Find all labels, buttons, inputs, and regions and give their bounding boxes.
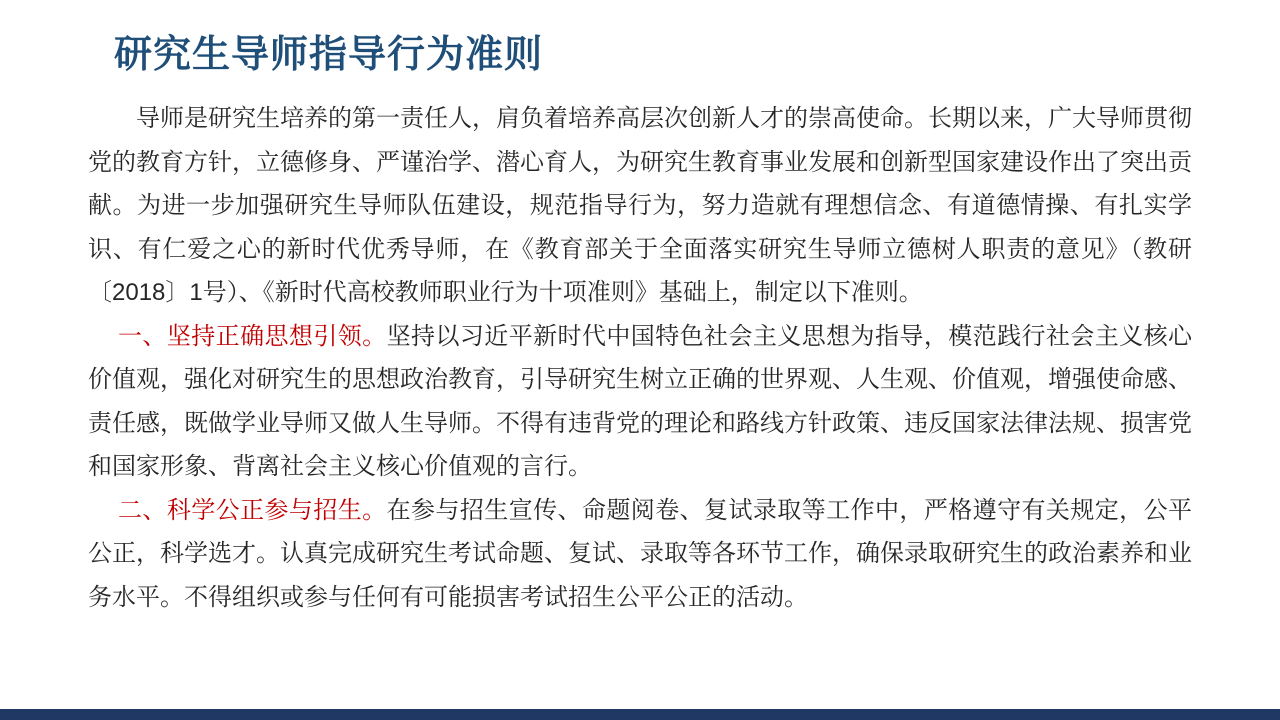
rule-1-heading: 一、坚持正确思想引领。 <box>118 322 387 350</box>
page-title: 研究生导师指导行为准则 <box>114 34 544 76</box>
rule-1-body: 坚持以习近平新时代中国特色社会主义思想为指导，模范践行社会主义核心价值观，强化对研究生的思想政治教育，引导研究生树立正确的世界观、人生观、价值观，增强使命感、责任感，既做学业导师又做人生导师。不得有违背党的理论和路线方针政策、违反国家法律法规、损害党和国家形象、背离社会主义核心价值观的言行。 <box>88 322 1193 480</box>
footer-accent-bar <box>0 709 1280 720</box>
rule-2-heading: 二、科学公正参与招生。 <box>118 496 387 524</box>
intro-paragraph: 导师是研究生培养的第一责任人，肩负着培养高层次创新人才的崇高使命。长期以来，广大导师贯彻党的教育方针，立德修身、严谨治学、潜心育人，为研究生教育事业发展和创新型国家建设作出了突出贡献。为进一步加强研究生导师队伍建设，规范指导行为，努力造就有理想信念、有道德情操、有扎实学识、有仁爱之心的新时代优秀导师，在《教育部关于全面落实研究生导师立德树人职责的意见》（教研〔2018〕1号）、《新时代高校教师职业行为十项准则》基础上，制定以下准则。 <box>88 105 1192 306</box>
rule-2-body: 在参与招生宣传、命题阅卷、复试录取等工作中，严格遵守有关规定，公平公正，科学选才。认真完成研究生考试命题、复试、录取等各环节工作，确保录取研究生的政治素养和业务水平。不得组织或参与任何有可能损害考试招生公平公正的活动。 <box>88 496 1193 611</box>
rule-1-paragraph <box>88 315 1192 489</box>
rule-2-paragraph <box>88 489 1192 620</box>
slide-body <box>88 97 1192 619</box>
